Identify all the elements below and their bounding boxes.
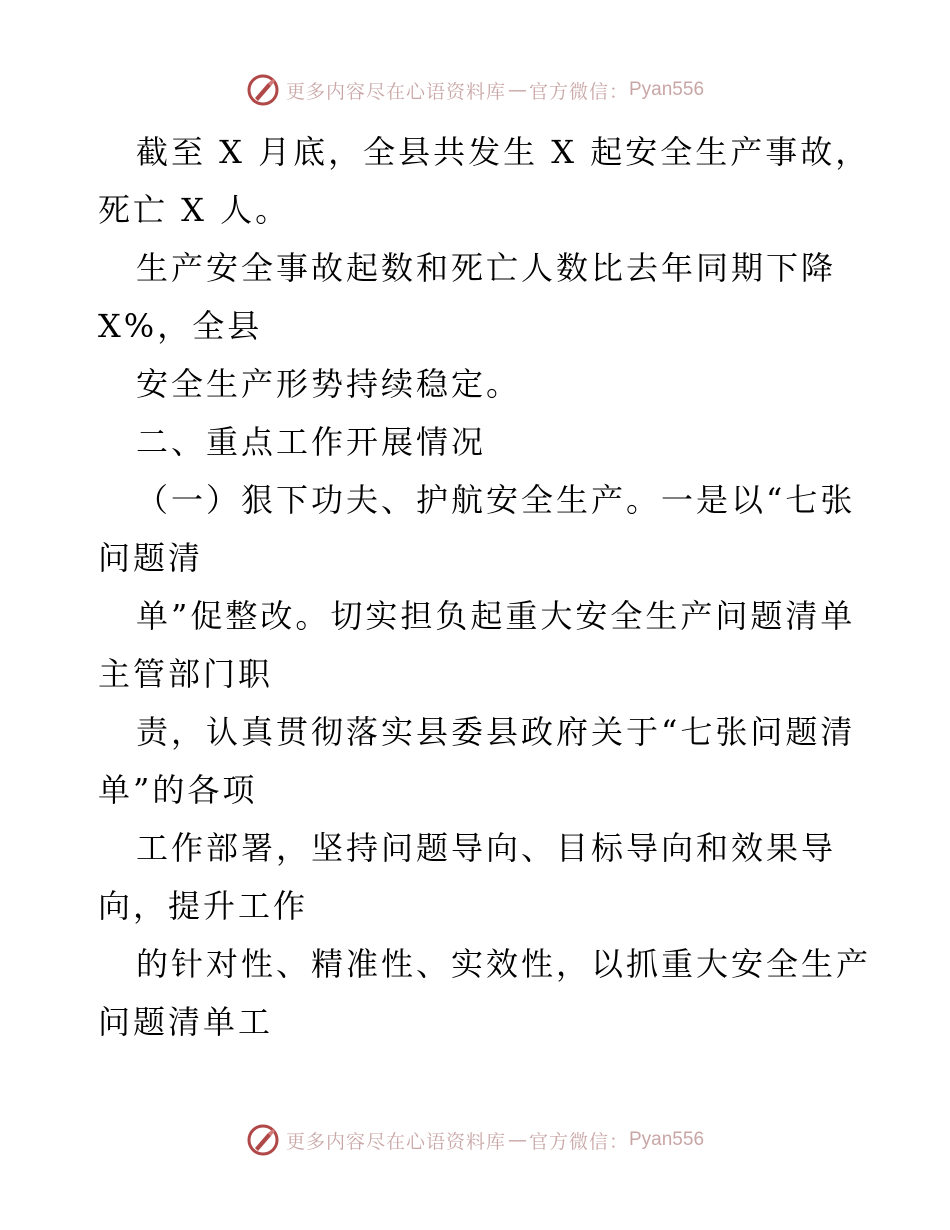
pen-logo-icon	[246, 1123, 280, 1157]
text-line: 单”的各项	[98, 771, 258, 809]
text-line: 主管部门职	[98, 655, 274, 693]
text-line: 工作部署，坚持问题导向、目标导向和效果导	[136, 829, 837, 867]
text-line: 责，认真贯彻落实县委县政府关于“七张问题清	[136, 713, 856, 751]
text-line: 生产安全事故起数和死亡人数比去年同期下降	[136, 249, 837, 287]
watermark-official: 官方微信：	[528, 1130, 629, 1153]
text-line: 死亡 X 人。	[98, 191, 291, 229]
text-line: 的针对性、精准性、实效性，以抓重大安全生产	[136, 945, 872, 983]
document-body	[98, 123, 878, 1051]
watermark-dash: —	[507, 1129, 527, 1151]
text-line: 问题清	[98, 539, 204, 577]
watermark-dash: —	[507, 79, 527, 101]
watermark-id: Pyan556	[629, 79, 705, 100]
watermark-text: 更多内容尽在心语资料库	[285, 1130, 506, 1153]
watermark-text: 更多内容尽在心语资料库	[285, 80, 506, 103]
section-heading: 二、重点工作开展情况	[136, 423, 487, 461]
header-watermark	[0, 70, 950, 110]
text-line: 安全生产形势持续稳定。	[136, 365, 522, 403]
pen-logo-icon	[246, 73, 280, 107]
watermark-official: 官方微信：	[528, 80, 629, 103]
text-line: 向，提升工作	[98, 887, 309, 925]
text-line: 单”促整改。切实担负起重大安全生产问题清单	[136, 597, 856, 635]
text-line: 截至 X 月底，全县共发生 X 起安全生产事故，	[136, 133, 871, 171]
text-line: 问题清单工	[98, 1003, 274, 1041]
text-line: X%，全县	[98, 307, 263, 345]
text-line: （一）狠下功夫、护航安全生产。一是以“七张	[136, 481, 856, 519]
footer-watermark	[0, 1120, 950, 1160]
watermark-id: Pyan556	[629, 1129, 705, 1150]
